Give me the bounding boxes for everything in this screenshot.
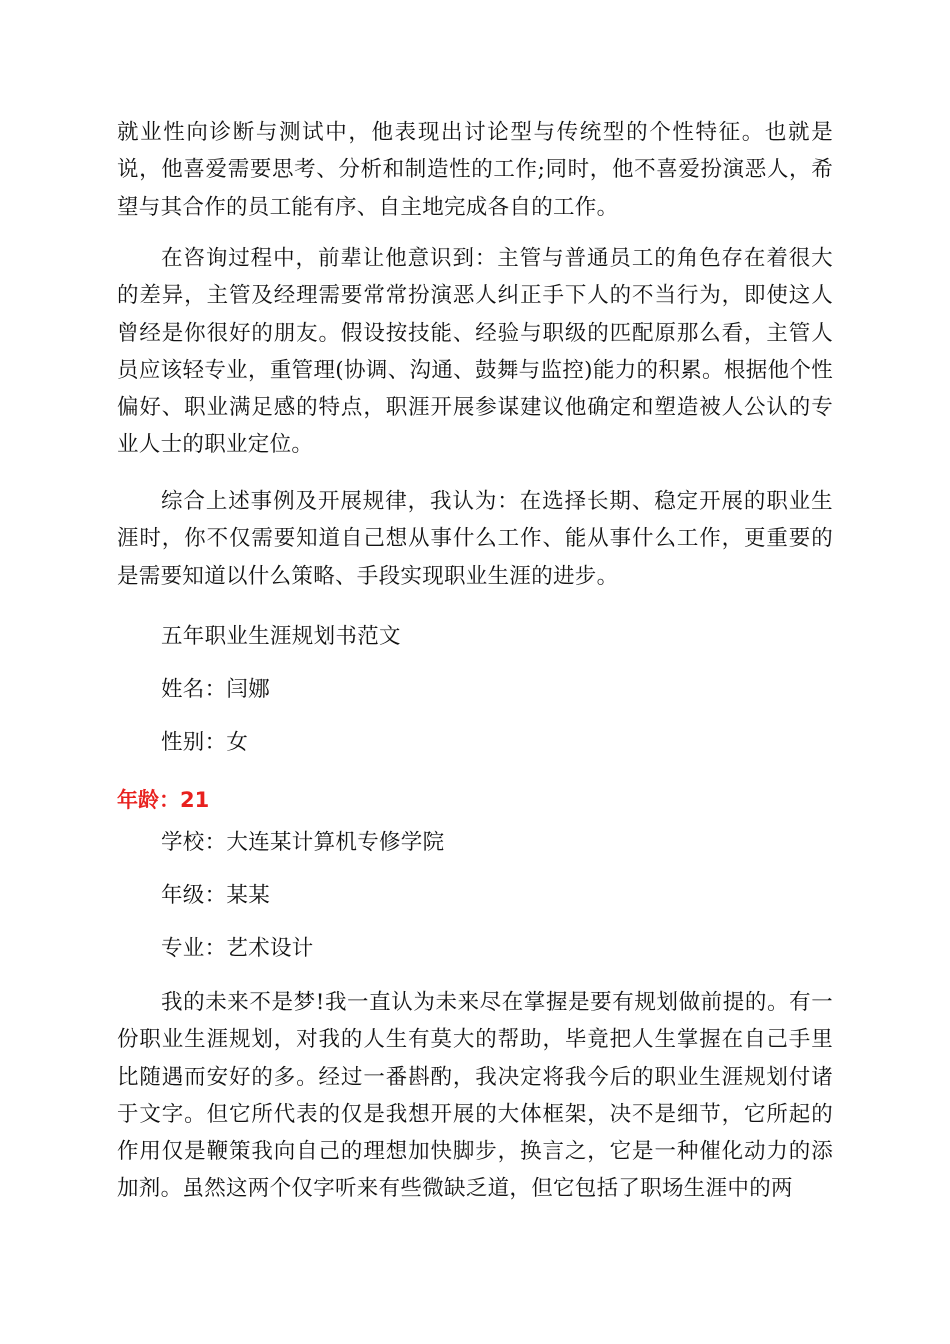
profile-gender: 性别：女 — [161, 730, 249, 755]
paragraph-personality-test: 就业性向诊断与测试中，他表现出讨论型与传统型的个性特征。也就是说，他喜爱需要思考、分析和制造性的工作;同时，他不喜爱扮演恶人，希望与其合作的员工能有序、自主地完成各自的工作。 — [117, 120, 833, 220]
profile-grade: 年级：某某 — [161, 883, 271, 908]
paragraph-future-plan: 我的未来不是梦!我一直认为未来尽在掌握是要有规划做前提的。有一份职业生涯规划，对我的人生有莫大的帮助，毕竟把人生掌握在自己手里比随遇而安好的多。经过一番斟酌，我决定将我今后的职业生涯规划付诸于文字。但它所代表的仅是我想开展的大体框架，决不是细节，它所起的作用仅是鞭策我向自己的理想加快脚步，换言之，它是一种催化动力的添加剂。虽然这两个仅字听来有些微缺乏道，但它包括了职场生涯中的两 — [117, 990, 833, 1202]
paragraph-conclusion: 综合上述事例及开展规律，我认为：在选择长期、稳定开展的职业生涯时，你不仅需要知道自己想从事什么工作、能从事什么工作，更重要的是需要知道以什么策略、手段实现职业生涯的进步。 — [117, 489, 833, 589]
document-heading: 五年职业生涯规划书范文 — [161, 624, 401, 649]
profile-major: 专业：艺术设计 — [161, 936, 314, 961]
profile-age: 年龄：21 — [117, 788, 210, 812]
profile-school: 学校：大连某计算机专修学院 — [161, 830, 445, 855]
profile-name: 姓名：闫娜 — [161, 677, 271, 702]
paragraph-consultation: 在咨询过程中，前辈让他意识到：主管与普通员工的角色存在着很大的差异，主管及经理需要常常扮演恶人纠正手下人的不当行为，即使这人曾经是你很好的朋友。假设按技能、经验与职级的匹配原那么看，主管人员应该轻专业，重管理(协调、沟通、鼓舞与监控)能力的积累。根据他个性偏好、职业满足感的特点，职涯开展参谋建议他确定和塑造被人公认的专业人士的职业定位。 — [117, 246, 833, 458]
